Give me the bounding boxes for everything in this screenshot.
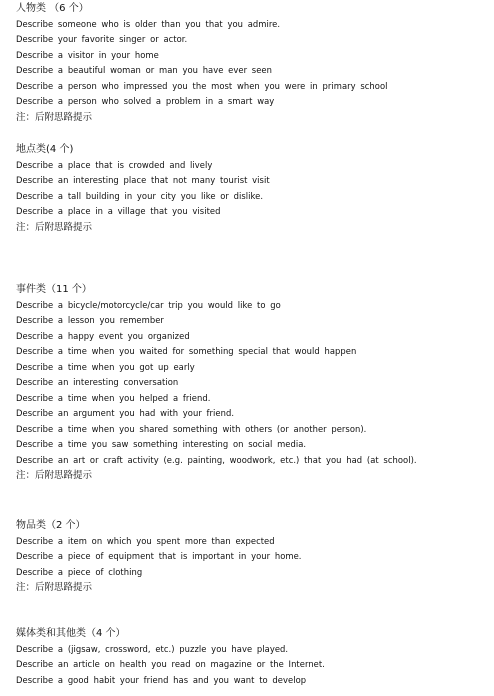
list-item: Describe a lesson you remember — [16, 315, 164, 325]
section-heading: 媒体类和其他类（4 个） — [16, 628, 126, 639]
list-item: Describe an art or craft activity (e.g. painting, woodwork, etc.) that you had (at school). — [16, 454, 417, 465]
section-note: 注：后附思路提示 — [16, 221, 93, 233]
list-item: Describe a good habit your friend has and you want to develop — [16, 674, 307, 685]
list-item: Describe a place that is crowded and lively — [16, 159, 213, 170]
section-note: 注：后附思路提示 — [16, 470, 93, 481]
list-item: Describe an interesting place that not many tourist visit — [16, 175, 270, 185]
list-item: Describe an argument you had with your friend. — [16, 408, 235, 418]
section-note: 注：后附思路提示 — [16, 111, 93, 123]
list-item: Describe an article on health you read on magazine or the Internet. — [16, 659, 325, 669]
list-item: Describe a time when you got up early — [16, 361, 195, 372]
section-media-and-others — [16, 626, 325, 688]
section-heading: 物品类（2 个） — [16, 520, 86, 531]
section-heading: 地点类(4 个) — [16, 144, 74, 155]
list-item: Describe a item on which you spent more than expected — [16, 535, 275, 546]
list-item: Describe a (jigsaw, crossword, etc.) puzzle you have played. — [16, 643, 289, 654]
section-heading: 事件类（11 个） — [16, 284, 92, 295]
list-item: Describe someone who is older than you that you admire. — [16, 18, 281, 29]
list-item: Describe a person who impressed you the most when you were in primary school — [16, 80, 388, 91]
list-item: Describe a piece of equipment that is important in your home. — [16, 551, 302, 561]
section-heading: 人物类 （6 个） — [16, 3, 89, 14]
section-note: 注：后附思路提示 — [16, 582, 93, 593]
section-events — [16, 282, 417, 484]
list-item: Describe a happy event you organized — [16, 330, 190, 341]
list-item: Describe a person who solved a problem in a smart way — [16, 96, 275, 106]
list-item: Describe a visitor in your home — [16, 49, 159, 60]
list-item: Describe a time when you shared something with others (or another person). — [16, 423, 367, 434]
list-item: Describe your favorite singer or actor. — [16, 34, 188, 44]
section-places — [16, 142, 270, 235]
list-item: Describe a time you saw something interesting on social media. — [16, 439, 307, 449]
section-people — [16, 1, 388, 125]
section-objects — [16, 518, 302, 596]
list-item: Describe a time when you helped a friend. — [16, 392, 211, 403]
list-item: Describe a time when you waited for something special that would happen — [16, 346, 357, 356]
list-item: Describe a beautiful woman or man you have ever seen — [16, 65, 272, 75]
list-item: Describe a place in a village that you visited — [16, 206, 221, 216]
list-item: Describe a piece of clothing — [16, 566, 143, 577]
list-item: Describe a bicycle/motorcycle/car trip you would like to go — [16, 299, 281, 310]
list-item: Describe a tall building in your city you like or dislike. — [16, 190, 264, 201]
list-item: Describe an interesting conversation — [16, 377, 179, 387]
